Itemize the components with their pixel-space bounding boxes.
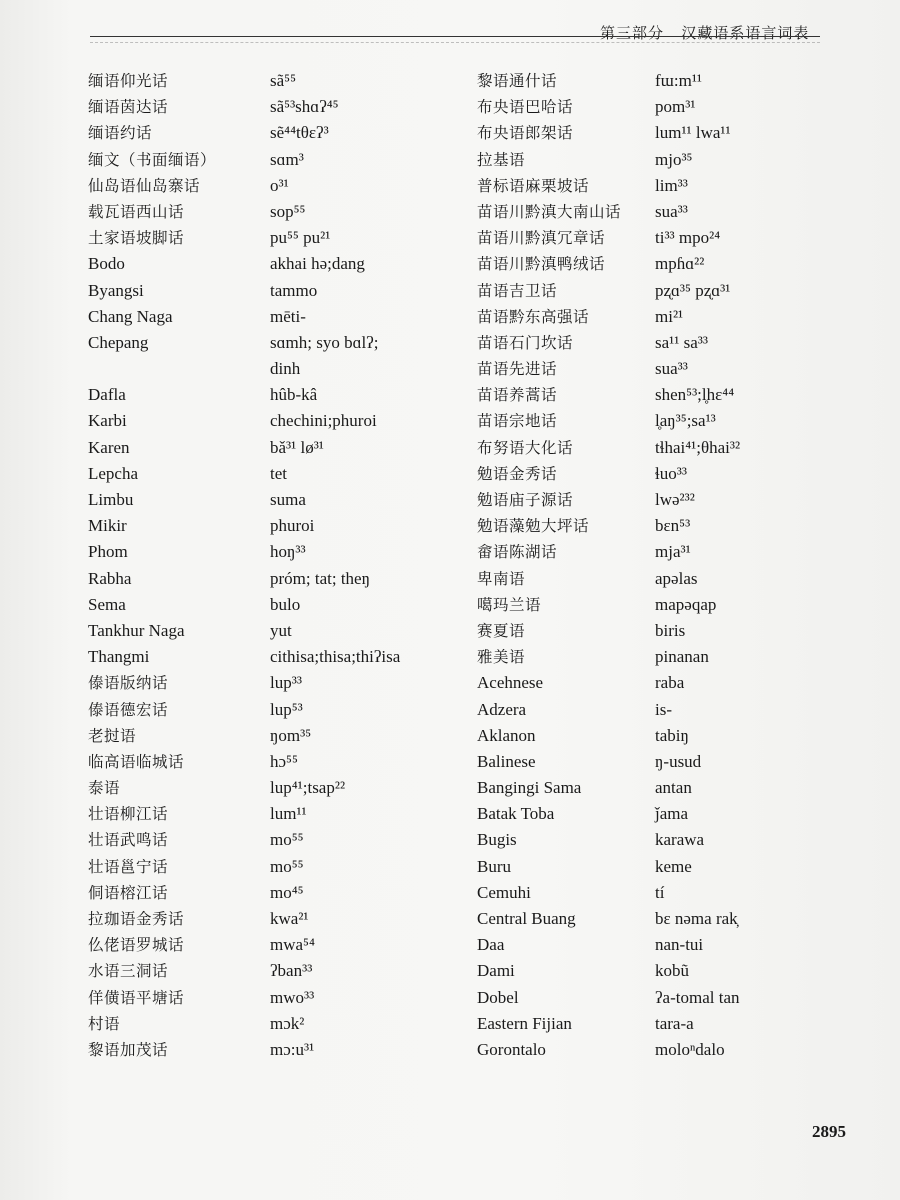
word-form: mwa⁵⁴ (270, 935, 315, 955)
language-name: Bodo (88, 254, 125, 274)
language-name: Byangsi (88, 280, 144, 300)
word-form: sua³³ (655, 201, 688, 221)
language-name: Eastern Fijian (477, 1013, 572, 1033)
word-form: bǎ³¹ lø³¹ (270, 437, 324, 457)
word-form: mjo³⁵ (655, 149, 693, 169)
language-name: 拉珈语金秀话 (88, 910, 185, 928)
word-form: suma (270, 490, 306, 509)
word-form: bulo (270, 594, 301, 614)
language-name: 仙岛语仙岛寨话 (88, 176, 201, 195)
word-form: sua³³ (655, 359, 688, 379)
word-form: lum¹¹ (270, 804, 307, 824)
language-name: 载瓦语西山话 (88, 202, 185, 221)
word-form: tammo (270, 280, 318, 300)
word-form: yut (270, 620, 292, 640)
word-form: biris (655, 620, 686, 640)
language-name: 苗语吉卫话 (477, 281, 558, 300)
language-name: 苗语宗地话 (477, 412, 558, 431)
header-rule-dashed (90, 42, 820, 43)
language-name: 壮语武鸣话 (88, 831, 169, 850)
language-name: 噶玛兰语 (477, 595, 542, 614)
word-form: hɔ⁵⁵ (270, 751, 298, 771)
word-form: tet (270, 463, 287, 483)
language-name: 苗语川黔滇鸭绒话 (477, 255, 606, 274)
word-form: akhai hə;dang (270, 254, 365, 274)
word-form: ŋom³⁵ (270, 725, 312, 745)
language-name: Dafla (88, 385, 126, 405)
header-section: 第三部分 (600, 24, 665, 42)
language-name: 黎语加茂话 (88, 1040, 169, 1059)
language-name: Thangmi (88, 647, 150, 667)
word-form: pom³¹ (655, 97, 696, 117)
page-number: 2895 (812, 1122, 846, 1141)
language-name: Rabha (88, 568, 132, 588)
word-form: sẽ⁴⁴tθɛʔ³ (270, 123, 329, 143)
language-name: 布央语郎架话 (477, 124, 574, 143)
language-name: 佯僙语平塘话 (88, 988, 185, 1007)
word-form: sa¹¹ sa³³ (655, 332, 708, 352)
language-name: Adzera (477, 699, 527, 719)
language-name: Chepang (88, 332, 149, 352)
language-name: Dobel (477, 987, 519, 1007)
word-form: fɯ:m¹¹ (655, 71, 703, 90)
language-name: 普标语麻栗坡话 (477, 176, 590, 195)
word-form: ʔa-tomal tan (655, 987, 740, 1007)
word-form: l̥aŋ³⁵;sa¹³ (655, 411, 716, 431)
language-name: Batak Toba (477, 804, 555, 824)
language-name: 泰语 (88, 779, 121, 798)
language-name: 临高语临城话 (88, 752, 185, 771)
language-name: 苗语先进话 (477, 360, 558, 379)
language-name: 勉语庙子源话 (477, 491, 574, 509)
language-name: Dami (477, 961, 515, 981)
word-form: lim³³ (655, 175, 688, 195)
language-name: Central Buang (477, 909, 576, 928)
word-form: kwa²¹ (270, 909, 309, 928)
word-form: is- (655, 699, 672, 719)
language-name: 仫佬语罗城话 (88, 936, 185, 955)
word-form: mēti- (270, 306, 306, 326)
right-form-column (655, 68, 855, 1063)
word-form: mapəqap (655, 594, 717, 614)
word-form: lum¹¹ lwa¹¹ (655, 123, 731, 143)
word-form: ʔban³³ (270, 961, 313, 981)
word-form: tabiŋ (655, 725, 689, 745)
language-name: Acehnese (477, 673, 544, 693)
word-form: keme (655, 856, 692, 876)
language-name: 村语 (88, 1014, 121, 1033)
language-name: 缅语仰光话 (88, 72, 169, 90)
word-form: shen⁵³;l̥hɛ⁴⁴ (655, 385, 735, 405)
word-form: hûb-kâ (270, 385, 318, 405)
language-name: 傣语版纳话 (88, 674, 169, 693)
word-form: dinh (270, 359, 301, 379)
word-form: mo⁴⁵ (270, 882, 304, 902)
language-name: Bugis (477, 830, 517, 850)
word-form: próm; tat; theŋ (270, 568, 370, 588)
word-form: sã⁵³shɑʔ⁴⁵ (270, 97, 339, 117)
word-form: tɬhai⁴¹;θhai³² (655, 437, 741, 457)
language-name (88, 356, 258, 382)
word-form: mɔ:u³¹ (270, 1039, 315, 1059)
language-name: 勉语金秀话 (477, 464, 558, 483)
running-header (600, 22, 820, 43)
word-form: tara-a (655, 1013, 694, 1033)
language-name: 勉语藻勉大坪话 (477, 517, 590, 536)
word-form: sop⁵⁵ (270, 201, 306, 221)
language-name: Sema (88, 594, 126, 614)
word-form: tí (655, 882, 665, 902)
left-form-column (270, 68, 460, 1063)
language-name: Tankhur Naga (88, 620, 185, 640)
language-name: 布央语巴哈话 (477, 98, 574, 117)
word-form: ɬuo³³ (655, 463, 687, 483)
language-name: 苗语养蒿话 (477, 386, 558, 405)
language-name: 拉基语 (477, 150, 526, 169)
word-form: sɑm³ (270, 149, 304, 169)
word-form: hoŋ³³ (270, 542, 306, 562)
word-form: mpɦɑ²² (655, 254, 705, 274)
word-form: sɑmh; syo bɑlʔ; (270, 332, 379, 352)
word-form: o³¹ (270, 175, 289, 195)
language-name: Chang Naga (88, 306, 173, 326)
language-name: 黎语通什话 (477, 72, 558, 90)
language-name: Limbu (88, 490, 134, 509)
language-name: 苗语石门坎话 (477, 333, 574, 352)
language-name: 壮语柳江话 (88, 805, 169, 824)
language-name: 畲语陈湖话 (477, 543, 558, 562)
word-form: mi²¹ (655, 306, 684, 326)
language-name: 壮语邕宁话 (88, 857, 169, 876)
word-form: mo⁵⁵ (270, 830, 304, 850)
right-language-column (477, 68, 657, 1063)
language-name: Balinese (477, 751, 536, 771)
language-name: Aklanon (477, 725, 536, 745)
word-form: ǰama (655, 804, 689, 824)
header-title: 汉藏语系语言词表 (681, 24, 810, 42)
word-form: nan-tui (655, 935, 704, 955)
word-form: lup³³ (270, 673, 302, 693)
word-form: bɛ nəma rak̦ (655, 909, 738, 928)
language-name: Bangingi Sama (477, 778, 582, 798)
left-language-column (88, 68, 258, 1063)
language-name: Daa (477, 935, 505, 955)
word-form: lup⁴¹;tsap²² (270, 778, 346, 798)
language-name: Cemuhi (477, 882, 531, 902)
language-name: Lepcha (88, 463, 139, 483)
word-form: bɛn⁵³ (655, 516, 691, 536)
word-form: moloⁿdalo (655, 1039, 725, 1059)
language-name: 侗语榕江话 (88, 883, 169, 902)
language-name: 苗语川黔滇冗章话 (477, 229, 606, 248)
language-name: 老挝语 (88, 726, 137, 745)
word-form: mja³¹ (655, 542, 691, 562)
language-name: Buru (477, 856, 511, 876)
word-form: mo⁵⁵ (270, 856, 304, 876)
language-name: 卑南语 (477, 569, 526, 588)
word-form: sã⁵⁵ (270, 71, 297, 90)
word-form: karawa (655, 830, 705, 850)
word-form: chechini;phuroi (270, 411, 377, 431)
word-form: cithisa;thisa;thiʔisa (270, 647, 401, 667)
word-form: raba (655, 673, 685, 693)
language-name: Karen (88, 437, 130, 457)
word-form: antan (655, 778, 692, 798)
word-form: apəlas (655, 568, 698, 588)
word-form: mwo³³ (270, 987, 315, 1007)
language-name: 缅语约话 (88, 124, 153, 143)
language-name: 苗语黔东高强话 (477, 307, 590, 326)
language-name: Mikir (88, 516, 127, 536)
language-name: Phom (88, 542, 128, 562)
language-name: 苗语川黔滇大南山话 (477, 202, 622, 221)
language-name: 雅美语 (477, 648, 526, 667)
word-form: lwə²³² (655, 490, 695, 509)
language-name: 土家语坡脚话 (88, 229, 185, 248)
language-name: 傣语德宏话 (88, 700, 169, 719)
word-form: ti³³ mpo²⁴ (655, 228, 721, 248)
word-form: kobũ (655, 961, 689, 981)
language-name: Karbi (88, 411, 127, 431)
language-name: 赛夏语 (477, 621, 526, 640)
language-name: 水语三洞话 (88, 962, 169, 981)
word-form: mɔk² (270, 1013, 305, 1033)
language-name: Gorontalo (477, 1039, 546, 1059)
word-form: pu⁵⁵ pu²¹ (270, 228, 331, 248)
word-form: pʐɑ³⁵ pʐɑ³¹ (655, 280, 731, 300)
word-form: lup⁵³ (270, 699, 303, 719)
word-form: phuroi (270, 516, 315, 536)
language-name: 缅文（书面缅语） (88, 150, 217, 169)
header-rule (90, 36, 820, 37)
word-form: ŋ-usud (655, 751, 702, 771)
language-name: 布努语大化话 (477, 438, 574, 457)
language-name: 缅语茵达话 (88, 98, 169, 117)
word-form: pinanan (655, 647, 709, 667)
